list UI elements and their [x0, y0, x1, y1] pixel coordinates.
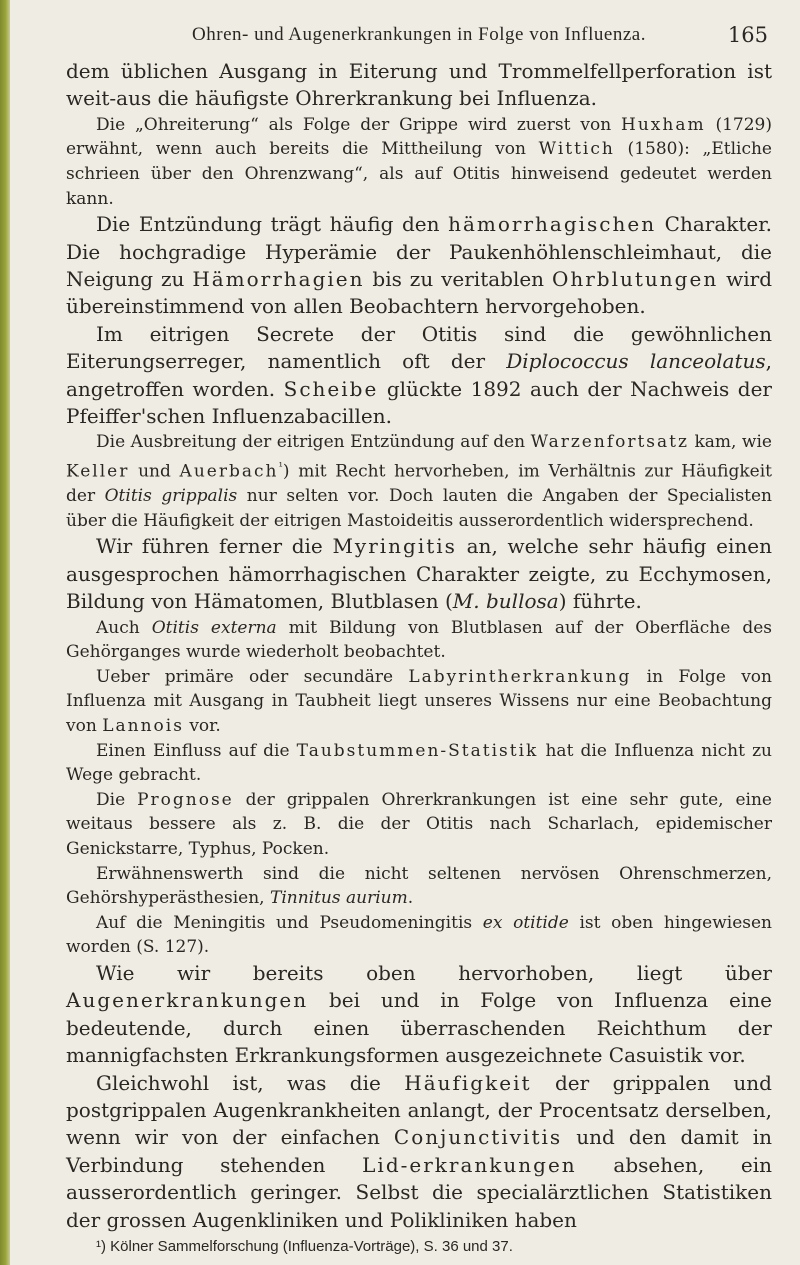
- italic-term: Diplococcus lanceolatus: [506, 349, 766, 374]
- footnote: ¹) Kölner Sammelforschung (Influenza-Vorträge), S. 36 und 37.: [96, 1238, 513, 1255]
- text-run: bei und in Folge von Influenza eine bedeutende, durch einen überraschenden Reichthum der mannigfachsten Erkrankungsformen ausgezeichnete Casuistik vor.: [66, 988, 772, 1068]
- text-run: Die Entzündung trägt häufig den: [96, 212, 449, 237]
- italic-term: Otitis grippalis: [104, 486, 238, 507]
- text-run: und: [129, 461, 180, 482]
- spaced-emphasis: Ohrblutungen: [551, 267, 719, 291]
- paragraph: [66, 211, 772, 321]
- text-run: der grippalen Ohrerkrankungen ist eine sehr gute, eine weitaus bessere als z. B. die der Otitis nach Scharlach, epidemischer Genickstarre, Typhus, Pocken.: [66, 789, 772, 860]
- text-run: Auf die Meningitis und Pseudomeningitis: [96, 912, 483, 933]
- text-run: kam, wie: [688, 432, 772, 453]
- text-run: ) mit Recht hervorheben, im Verhältnis zur Häufigkeit der: [66, 461, 772, 507]
- text-run: vor.: [183, 716, 221, 737]
- spaced-emphasis: Keller: [66, 461, 130, 482]
- spaced-emphasis: Scheibe: [283, 376, 379, 401]
- text-run: Auch: [96, 617, 152, 638]
- spaced-emphasis: Myringitis: [332, 534, 457, 559]
- spaced-emphasis: Augenerkrankungen: [66, 988, 309, 1013]
- paragraph: [66, 113, 772, 211]
- text-run: Gleichwohl ist, was die: [96, 1070, 405, 1095]
- italic-term: M. bullosa: [452, 589, 559, 614]
- text-run: Im eitrigen Secrete der Otitis sind die gewöhnlichen Eiterungserreger, namentlich oft der: [66, 321, 772, 374]
- text-run: hat die Influenza nicht zu Wege gebracht.: [66, 740, 772, 786]
- italic-term: Tinnitus aurium: [269, 888, 408, 909]
- text-run: Charakter. Die hochgradige Hyperämie der Paukenhöhlenschleimhaut, die Neigung zu: [66, 212, 772, 291]
- spaced-emphasis: Hämorrhagien: [192, 267, 365, 291]
- book-binding-edge: [0, 0, 10, 1265]
- spaced-emphasis: Wittich: [538, 139, 615, 160]
- spaced-emphasis: Prognose: [137, 789, 234, 810]
- paragraph: [66, 58, 772, 113]
- spaced-emphasis: Häufigkeit: [404, 1070, 532, 1095]
- text-run: Wie wir bereits oben hervorhoben, liegt über: [96, 961, 772, 985]
- paragraph: [66, 430, 772, 533]
- text-run: an, welche sehr häufig einen ausgesprochen hämorrhagischen Charakter zeigte, zu Ecchymosen, Bildung von Hämatomen, Blutblasen (: [66, 534, 772, 614]
- book-page: [66, 0, 772, 1265]
- paragraph: [66, 960, 772, 1070]
- italic-term: ex otitide: [482, 912, 569, 933]
- spaced-emphasis: Auerbach: [179, 461, 279, 482]
- paragraph: [66, 911, 772, 960]
- text-run: und den damit in Verbindung stehenden: [66, 1125, 772, 1177]
- page-number: 165: [727, 23, 768, 47]
- spaced-emphasis: Warzenfortsatz: [530, 432, 689, 453]
- text-run: Die „Ohreiterung“ als Folge der Grippe wird zuerst von: [96, 114, 622, 135]
- text-run: glückte 1892 auch der Nachweis der Pfeiffer'schen Influenzabacillen.: [66, 376, 772, 429]
- text-run: dem üblichen Ausgang in Eiterung und Trommelfellperforation ist weit-aus die häufigste Ohrerkrankung bei Influenza.: [66, 59, 772, 111]
- spaced-emphasis: hämorrhagischen: [448, 212, 657, 237]
- text-run: ist oben hingewiesen worden (S. 127).: [66, 912, 772, 958]
- text-run: , angetroffen worden.: [66, 349, 772, 401]
- text-run: in Folge von Influenza mit Ausgang in Taubheit liegt unseres Wissens nur eine Beobachtung von: [66, 666, 772, 737]
- text-run: Die: [96, 789, 138, 810]
- text-run: (1580): „Etliche schrieen über den Ohrenzwang“, als auf Otitis hinweisend gedeutet werden kann.: [66, 139, 772, 209]
- paragraph: [66, 533, 772, 615]
- text-run: der grippalen und postgrippalen Augenkrankheiten anlangt, der Procentsatz derselben, wenn wir von der einfachen: [66, 1070, 772, 1150]
- text-run: bis zu veritablen: [364, 267, 552, 291]
- paragraph: [66, 665, 772, 739]
- paragraph: [66, 1070, 772, 1234]
- paragraph: [66, 862, 772, 911]
- spaced-emphasis: Labyrintherkrankung: [408, 666, 632, 687]
- paragraph: [66, 739, 772, 788]
- italic-term: Otitis externa: [151, 617, 277, 638]
- text-run: Einen Einfluss auf die: [96, 740, 297, 761]
- spaced-emphasis: Huxham: [621, 114, 706, 135]
- spaced-emphasis: Lid-erkrankungen: [362, 1152, 577, 1177]
- spaced-emphasis: Lannois: [102, 716, 184, 737]
- text-run: ) führte.: [558, 589, 642, 614]
- spaced-emphasis: Conjunctivitis: [393, 1125, 563, 1150]
- paragraph: [66, 616, 772, 665]
- text-run: .: [407, 888, 414, 909]
- running-title: Ohren- und Augenerkrankungen in Folge von Influenza.: [192, 24, 646, 45]
- text-run: Die Ausbreitung der eitrigen Entzündung auf den: [96, 432, 531, 453]
- text-run: (1729) erwähnt, wenn auch bereits die Mittheilung von: [66, 114, 772, 160]
- page-header: [66, 20, 772, 50]
- text-run: mit Bildung von Blutblasen auf der Oberfläche des Gehörganges wurde wiederholt beobachtet.: [66, 617, 772, 663]
- footnote-marker: ¹: [278, 460, 283, 474]
- text-run: Ueber primäre oder secundäre: [96, 666, 409, 687]
- text-run: Wir führen ferner die: [96, 534, 333, 559]
- text-run: Erwähnenswerth sind die nicht seltenen nervösen Ohrenschmerzen, Gehörshyperästhesien,: [66, 863, 772, 909]
- paragraph: [66, 788, 772, 862]
- text-run: absehen, ein ausserordentlich geringer. Selbst die specialärztlichen Statistiken der grossen Augenkliniken und Polikliniken haben: [66, 1152, 772, 1232]
- spaced-emphasis: Taubstummen-Statistik: [296, 740, 539, 761]
- paragraph: [66, 321, 772, 431]
- text-run: wird übereinstimmend von allen Beobachtern hervorgehoben.: [66, 267, 772, 319]
- text-run: nur selten vor. Doch lauten die Angaben der Specialisten über die Häufigkeit der eitrigen Mastoideitis ausserordentlich widersprechend.: [66, 486, 773, 531]
- body-text: [66, 58, 772, 1234]
